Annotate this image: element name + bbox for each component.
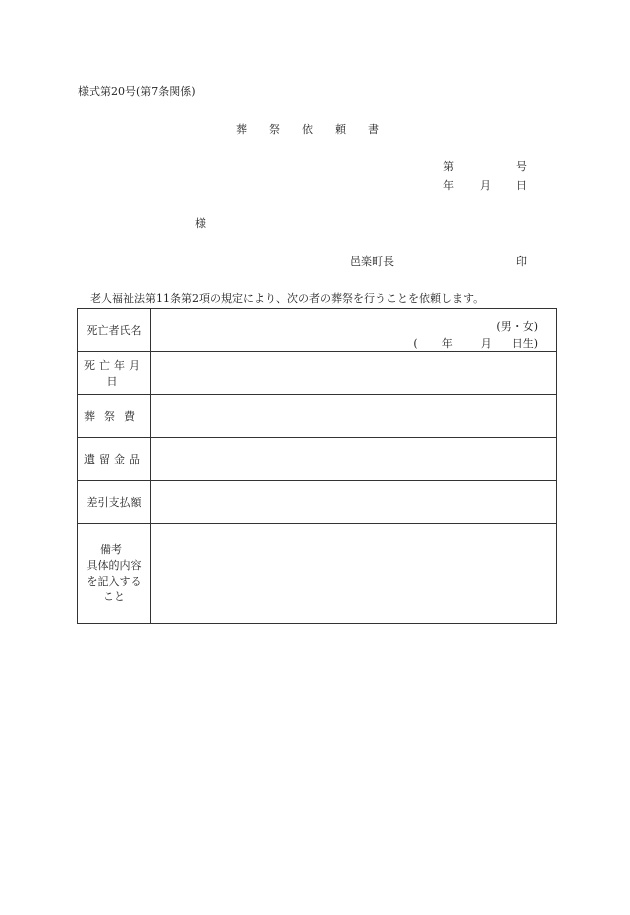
seal-mark: 印: [516, 255, 527, 268]
table-row: [78, 395, 557, 438]
document-number-prefix: 第: [443, 160, 454, 173]
birth-date-line: [413, 335, 538, 351]
deceased-name-field[interactable]: [151, 309, 557, 352]
net-payment-label: 差引支払額: [78, 481, 151, 524]
birth-year: 年: [441, 337, 453, 350]
table-row: [78, 524, 557, 624]
death-date-label: 死亡年月日: [78, 352, 151, 395]
title-char: 書: [368, 123, 379, 136]
remarks-label-line: 備考: [100, 542, 122, 556]
title-char: 頼: [335, 123, 346, 136]
document-title: [236, 124, 401, 135]
intro-text: 老人福祉法第11条第2項の規定により、次の者の葬祭を行うことを依頼します。: [90, 292, 485, 305]
table-row: [78, 481, 557, 524]
sex-options: (男・女): [496, 320, 538, 333]
table-row: [78, 352, 557, 395]
date-month: 月: [480, 179, 491, 192]
table-row: [78, 309, 557, 352]
date-year: 年: [443, 179, 454, 192]
remarks-label-line: こと: [103, 590, 125, 604]
title-char: 葬: [236, 123, 247, 136]
estate-field[interactable]: [151, 438, 557, 481]
death-date-field[interactable]: [151, 352, 557, 395]
deceased-name-label: 死亡者氏名: [78, 309, 151, 352]
net-payment-field[interactable]: [151, 481, 557, 524]
estate-label: 遺留金品: [78, 438, 151, 481]
funeral-cost-field[interactable]: [151, 395, 557, 438]
remarks-label: [78, 524, 151, 624]
form-number: 様式第20号(第7条関係): [78, 85, 196, 98]
issuer-name: 邑楽町長: [350, 255, 394, 268]
remarks-field[interactable]: [151, 524, 557, 624]
title-char: 祭: [269, 123, 280, 136]
birth-day: 日生): [511, 337, 538, 350]
table-row: [78, 438, 557, 481]
request-table: [77, 308, 557, 624]
funeral-cost-label: 葬祭費: [78, 395, 151, 438]
document-number-suffix: 号: [516, 160, 527, 173]
birth-month: 月: [480, 337, 492, 350]
date-day: 日: [516, 179, 527, 192]
title-char: 依: [302, 123, 313, 136]
remarks-label-line: を記入する: [86, 574, 142, 588]
remarks-label-line: 具体的内容: [86, 558, 142, 572]
addressee-suffix: 様: [195, 217, 206, 230]
birth-open: (: [413, 337, 418, 350]
